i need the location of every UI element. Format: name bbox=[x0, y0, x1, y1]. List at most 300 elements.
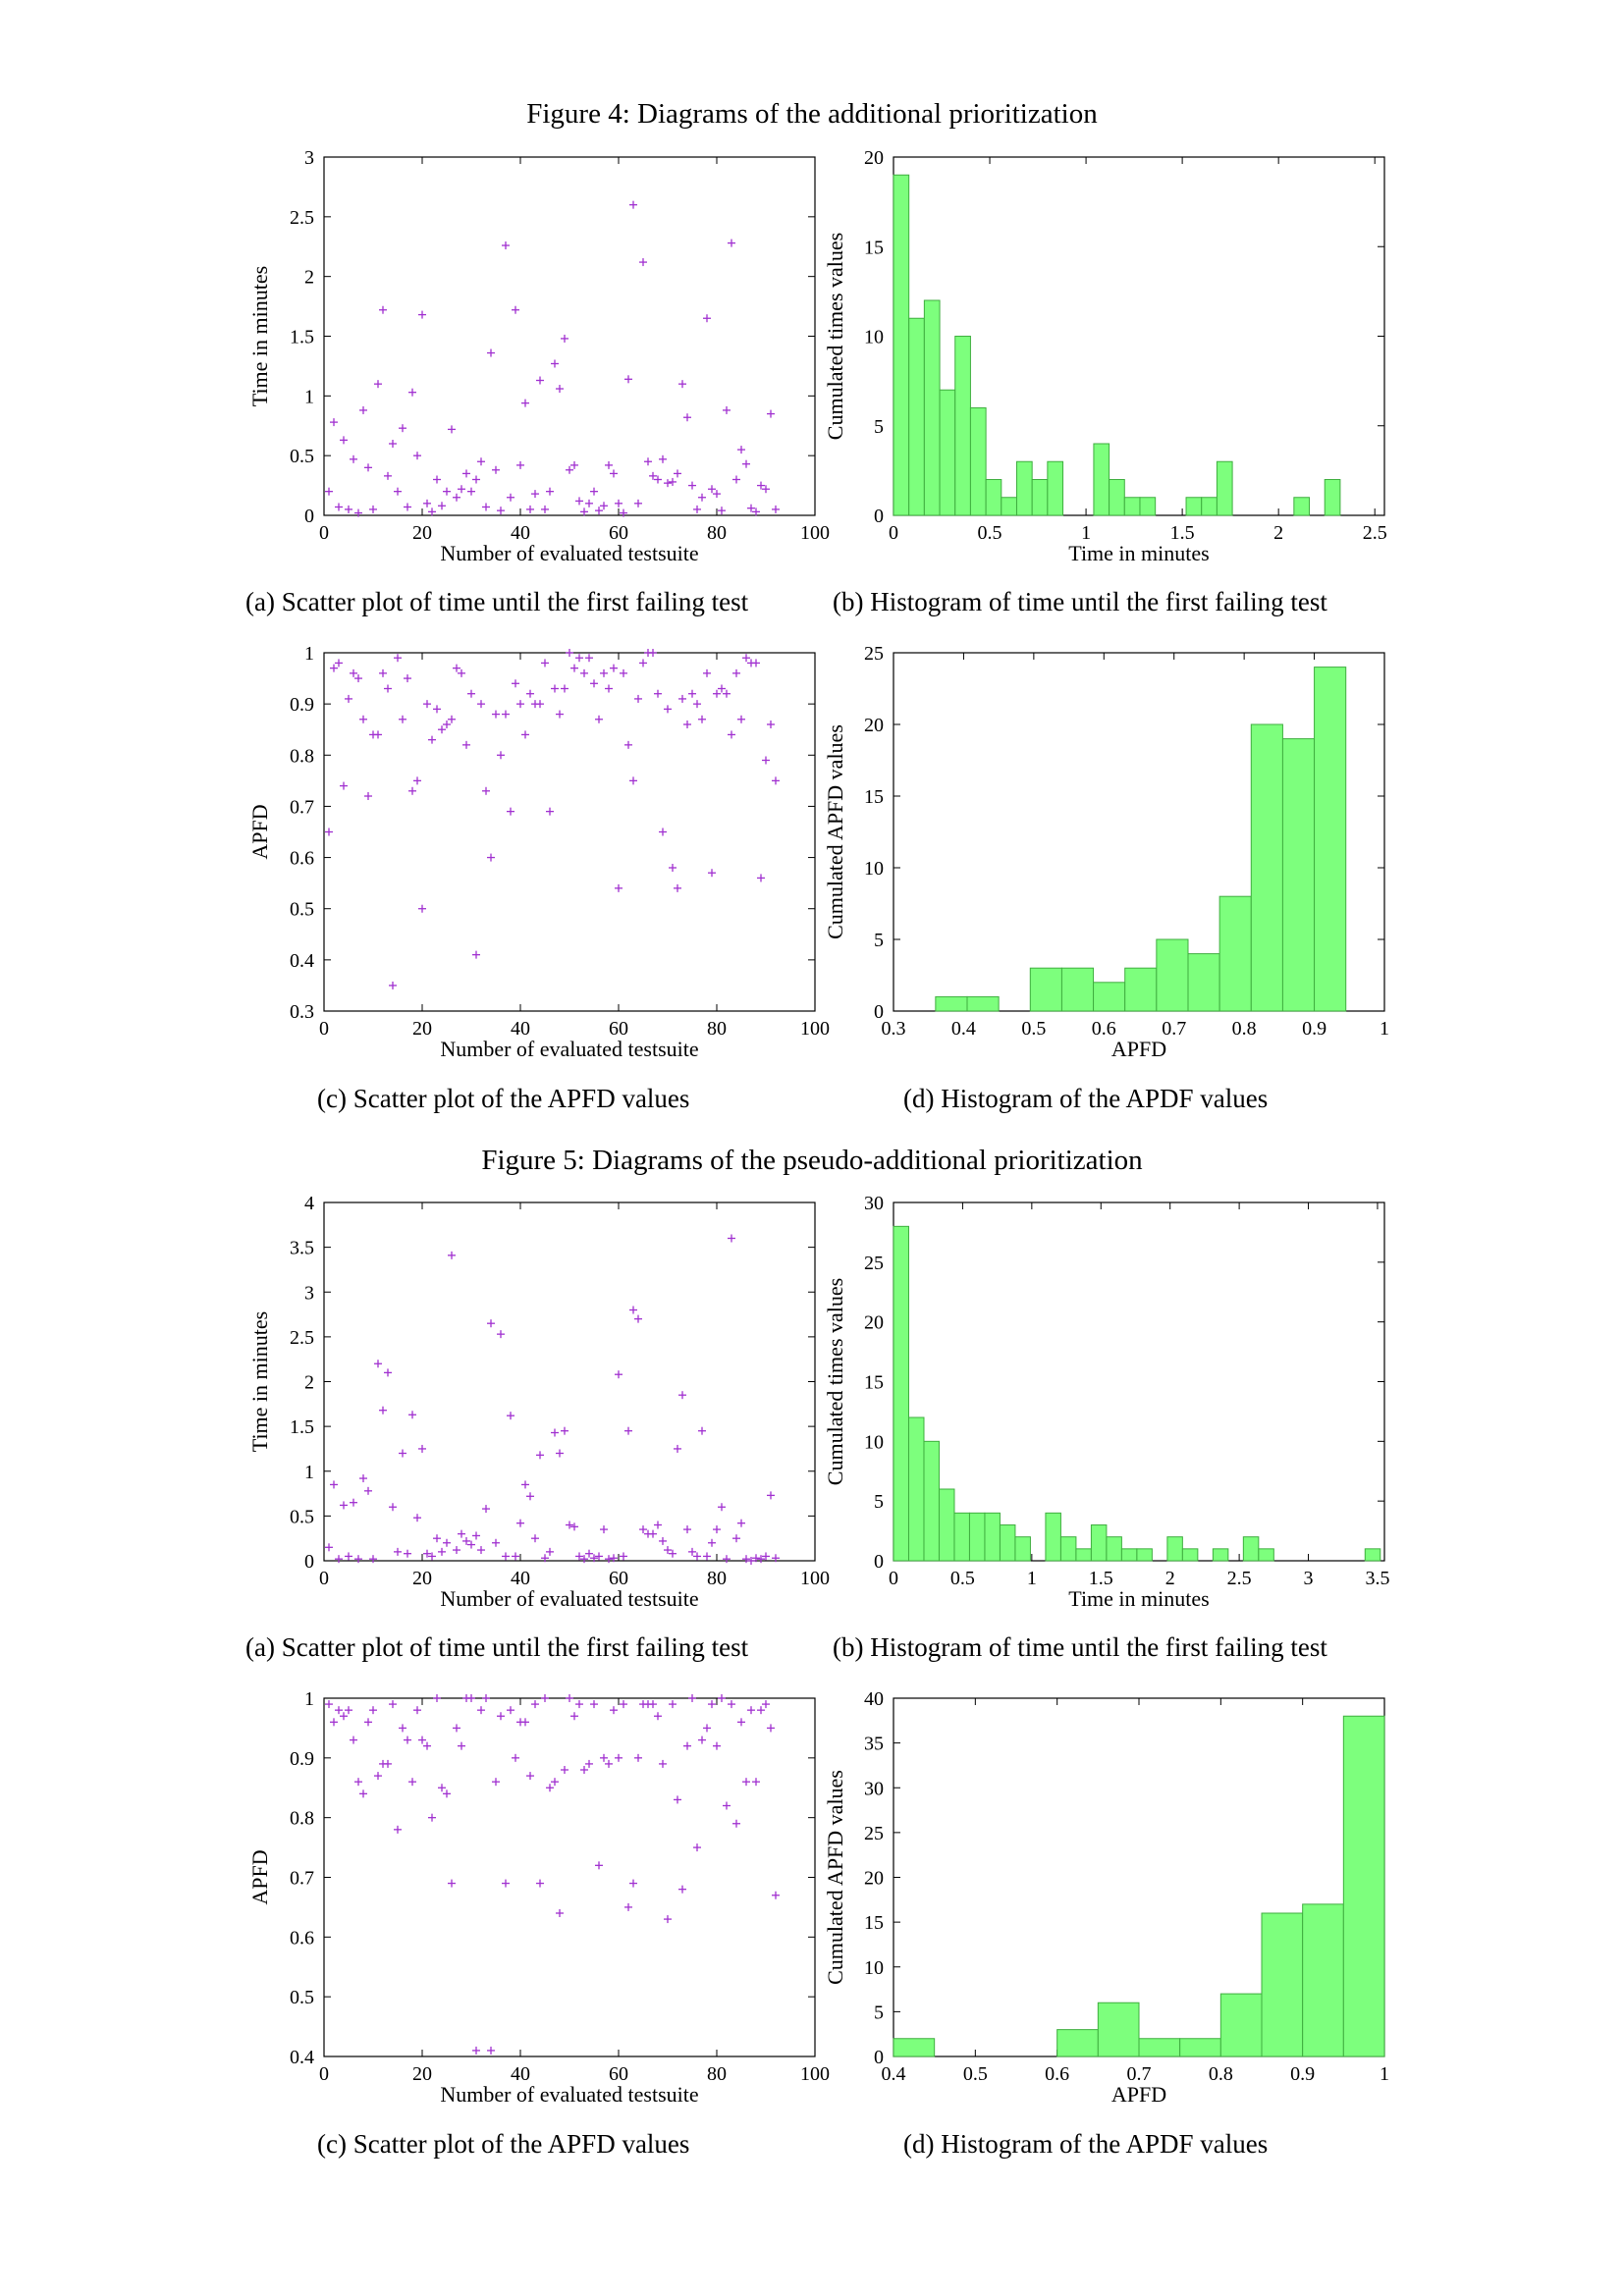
scatter-point bbox=[521, 400, 529, 407]
fig4-hist-time bbox=[815, 147, 1404, 579]
scatter-point bbox=[374, 1772, 382, 1780]
scatter-point bbox=[408, 1411, 416, 1418]
y-tick-label: 0 bbox=[874, 1001, 884, 1023]
x-tick-label: 0.5 bbox=[949, 1568, 975, 1589]
scatter-point bbox=[659, 455, 667, 463]
y-tick-label: 0.5 bbox=[290, 446, 314, 468]
scatter-point bbox=[428, 507, 436, 515]
x-tick-label: 60 bbox=[609, 1018, 628, 1040]
fig5-caption-b: (b) Histogram of time until the first failing test bbox=[833, 1632, 1327, 1662]
scatter-point bbox=[728, 1700, 735, 1708]
scatter-point bbox=[546, 1784, 554, 1791]
fig5-scatter-time bbox=[236, 1193, 830, 1625]
scatter-point bbox=[374, 380, 382, 388]
scatter-point bbox=[502, 241, 510, 249]
y-tick-label: 0 bbox=[304, 1551, 314, 1573]
scatter-point bbox=[354, 674, 362, 682]
y-tick-label: 0.9 bbox=[290, 694, 314, 717]
y-tick-label: 15 bbox=[864, 1912, 884, 1935]
scatter-point bbox=[659, 828, 667, 836]
x-tick-label: 3.5 bbox=[1365, 1568, 1390, 1589]
scatter-point bbox=[600, 669, 608, 677]
scatter-point bbox=[384, 1368, 392, 1376]
scatter-point bbox=[718, 1694, 726, 1702]
fig4-scatter-time bbox=[236, 147, 830, 579]
scatter-point bbox=[580, 669, 588, 677]
scatter-point bbox=[335, 659, 343, 667]
scatter-point bbox=[585, 654, 593, 662]
scatter-point bbox=[629, 201, 637, 209]
histogram-bar bbox=[909, 318, 925, 515]
scatter-point bbox=[634, 500, 642, 507]
scatter-point bbox=[698, 1736, 706, 1744]
scatter-point bbox=[713, 690, 721, 698]
y-axis-label: Time in minutes bbox=[247, 265, 272, 407]
histogram-bar bbox=[1098, 2002, 1139, 2056]
y-tick-label: 30 bbox=[864, 1778, 884, 1800]
x-tick-label: 20 bbox=[412, 1018, 432, 1040]
histogram-bar bbox=[893, 175, 909, 515]
scatter-point bbox=[467, 1694, 475, 1702]
x-tick-label: 20 bbox=[412, 2063, 432, 2085]
y-tick-label: 5 bbox=[874, 415, 884, 438]
y-tick-label: 2 bbox=[304, 1371, 314, 1394]
histogram-bar bbox=[1091, 1525, 1106, 1562]
x-tick-label: 0.5 bbox=[962, 2063, 988, 2085]
y-tick-label: 0.5 bbox=[290, 1506, 314, 1528]
scatter-point bbox=[526, 690, 534, 698]
scatter-point bbox=[497, 1330, 505, 1338]
scatter-point bbox=[644, 457, 652, 465]
scatter-point bbox=[418, 1445, 426, 1453]
scatter-point bbox=[502, 1880, 510, 1888]
histogram-bar bbox=[1121, 1549, 1136, 1561]
y-tick-label: 5 bbox=[874, 1491, 884, 1514]
scatter-point bbox=[629, 1307, 637, 1314]
scatter-point bbox=[369, 1555, 377, 1563]
scatter-point bbox=[477, 457, 485, 465]
scatter-point bbox=[590, 679, 598, 687]
x-tick-label: 0.9 bbox=[1302, 1018, 1327, 1040]
scatter-point bbox=[354, 1778, 362, 1786]
scatter-point bbox=[448, 1252, 456, 1259]
scatter-point bbox=[664, 705, 672, 713]
scatter-point bbox=[507, 1412, 514, 1419]
x-tick-label: 100 bbox=[800, 1018, 830, 1040]
histogram-bar bbox=[1060, 1537, 1075, 1561]
figure-4-title: Figure 4: Diagrams of the additional prioritization bbox=[526, 98, 1098, 130]
scatter-point bbox=[536, 1451, 544, 1459]
scatter-point bbox=[408, 389, 416, 397]
y-tick-label: 0.3 bbox=[290, 1001, 314, 1023]
y-tick-label: 15 bbox=[864, 237, 884, 259]
scatter-point bbox=[453, 1546, 460, 1554]
scatter-point bbox=[526, 1772, 534, 1780]
scatter-point bbox=[472, 1531, 480, 1539]
scatter-point bbox=[772, 506, 780, 513]
scatter-point bbox=[350, 669, 357, 677]
x-tick-label: 100 bbox=[800, 1568, 830, 1589]
scatter-point bbox=[737, 446, 745, 454]
y-tick-label: 35 bbox=[864, 1733, 884, 1755]
scatter-point bbox=[595, 1552, 603, 1560]
scatter-point bbox=[541, 1694, 549, 1702]
fig4-caption-a: (a) Scatter plot of time until the first failing test bbox=[245, 587, 749, 616]
scatter-point bbox=[458, 1530, 465, 1538]
histogram-bar bbox=[1139, 2039, 1180, 2056]
y-tick-label: 0.7 bbox=[290, 796, 314, 819]
histogram-bar bbox=[893, 1226, 908, 1561]
y-tick-label: 20 bbox=[864, 1311, 884, 1334]
scatter-point bbox=[507, 808, 514, 816]
scatter-point bbox=[350, 455, 357, 463]
histogram-bar bbox=[954, 1513, 969, 1561]
x-axis-label: Time in minutes bbox=[1068, 1586, 1210, 1611]
histogram-bar bbox=[1094, 444, 1110, 515]
scatter-point bbox=[418, 1736, 426, 1744]
y-tick-label: 1 bbox=[304, 1688, 314, 1710]
histogram-bar bbox=[1048, 461, 1063, 515]
histogram-bar bbox=[1180, 2039, 1221, 2056]
y-tick-label: 15 bbox=[864, 786, 884, 808]
scatter-point bbox=[703, 669, 711, 677]
scatter-point bbox=[664, 1915, 672, 1923]
scatter-point bbox=[693, 1552, 701, 1560]
scatter-point bbox=[590, 1700, 598, 1708]
y-tick-label: 1.5 bbox=[290, 326, 314, 348]
scatter-point bbox=[340, 436, 348, 444]
scatter-point bbox=[413, 452, 421, 459]
scatter-point bbox=[688, 1694, 696, 1702]
y-tick-label: 20 bbox=[864, 1867, 884, 1890]
scatter-point bbox=[374, 1360, 382, 1367]
histogram-bar bbox=[1259, 1549, 1273, 1561]
scatter-point bbox=[580, 507, 588, 515]
scatter-point bbox=[624, 375, 632, 383]
x-axis-label: Number of evaluated testsuite bbox=[440, 541, 699, 565]
x-tick-label: 0 bbox=[319, 2063, 329, 2085]
x-tick-label: 0.3 bbox=[881, 1018, 906, 1040]
scatter-point bbox=[747, 505, 755, 512]
scatter-point bbox=[487, 1319, 495, 1327]
scatter-point bbox=[556, 711, 564, 719]
scatter-point bbox=[384, 1760, 392, 1768]
y-tick-label: 0.8 bbox=[290, 1807, 314, 1830]
histogram-bar bbox=[1282, 739, 1314, 1011]
scatter-point bbox=[757, 482, 765, 490]
scatter-point bbox=[634, 1754, 642, 1762]
scatter-point bbox=[472, 476, 480, 484]
scatter-point bbox=[742, 1555, 750, 1563]
scatter-point bbox=[664, 479, 672, 487]
scatter-point bbox=[713, 1525, 721, 1533]
scatter-point bbox=[615, 500, 623, 507]
histogram-bar bbox=[1262, 1913, 1303, 2056]
scatter-point bbox=[507, 494, 514, 502]
scatter-point bbox=[531, 1534, 539, 1542]
y-tick-label: 40 bbox=[864, 1688, 884, 1710]
x-tick-label: 0.7 bbox=[1126, 2063, 1152, 2085]
scatter-point bbox=[703, 314, 711, 322]
scatter-point bbox=[350, 1736, 357, 1744]
y-tick-label: 1.5 bbox=[290, 1416, 314, 1439]
scatter-point bbox=[723, 690, 731, 698]
scatter-point bbox=[433, 476, 441, 484]
scatter-point bbox=[551, 359, 559, 367]
y-tick-label: 25 bbox=[864, 1252, 884, 1274]
histogram-bar bbox=[1032, 480, 1048, 516]
scatter-point bbox=[683, 1742, 691, 1750]
x-tick-label: 80 bbox=[707, 1568, 727, 1589]
scatter-point bbox=[394, 1548, 402, 1556]
y-tick-label: 0 bbox=[874, 506, 884, 527]
scatter-point bbox=[502, 1552, 510, 1560]
y-tick-label: 10 bbox=[864, 326, 884, 348]
scatter-point bbox=[462, 741, 470, 749]
scatter-point bbox=[728, 1235, 735, 1243]
fig5-scatter-apfd bbox=[236, 1688, 830, 2120]
scatter-point bbox=[620, 1700, 627, 1708]
scatter-point bbox=[698, 494, 706, 502]
scatter-point bbox=[399, 1450, 406, 1458]
x-tick-label: 2.5 bbox=[1226, 1568, 1252, 1589]
scatter-point bbox=[399, 716, 406, 723]
scatter-point bbox=[570, 461, 578, 469]
scatter-point bbox=[556, 385, 564, 393]
scatter-point bbox=[438, 1548, 446, 1556]
scatter-point bbox=[678, 1391, 686, 1399]
y-tick-label: 25 bbox=[864, 643, 884, 665]
scatter-point bbox=[659, 1537, 667, 1545]
histogram-bar bbox=[940, 390, 955, 515]
x-tick-label: 0.8 bbox=[1208, 2063, 1233, 2085]
x-tick-label: 1 bbox=[1380, 2063, 1389, 2085]
y-tick-label: 0.9 bbox=[290, 1747, 314, 1770]
scatter-point bbox=[664, 1546, 672, 1554]
scatter-point bbox=[615, 1754, 623, 1762]
histogram-bar bbox=[924, 300, 940, 515]
y-tick-label: 0.6 bbox=[290, 1927, 314, 1949]
y-tick-label: 0.6 bbox=[290, 847, 314, 870]
scatter-point bbox=[678, 1886, 686, 1894]
scatter-point bbox=[610, 1706, 618, 1714]
fig4-caption-b: (b) Histogram of time until the first failing test bbox=[833, 587, 1327, 616]
scatter-point bbox=[561, 685, 568, 693]
scatter-point bbox=[595, 716, 603, 723]
scatter-point bbox=[566, 649, 573, 657]
figure-5-title: Figure 5: Diagrams of the pseudo-additional prioritization bbox=[481, 1145, 1143, 1176]
scatter-point bbox=[742, 1778, 750, 1786]
scatter-point bbox=[654, 690, 662, 698]
x-tick-label: 60 bbox=[609, 522, 628, 544]
histogram-bar bbox=[1125, 968, 1157, 1011]
x-tick-label: 0.8 bbox=[1231, 1018, 1257, 1040]
scatter-point bbox=[605, 1760, 613, 1768]
scatter-point bbox=[585, 1760, 593, 1768]
y-axis-label: Time in minutes bbox=[247, 1310, 272, 1453]
scatter-point bbox=[698, 1427, 706, 1435]
scatter-point bbox=[708, 869, 716, 877]
y-tick-label: 0.5 bbox=[290, 1987, 314, 2009]
scatter-point bbox=[521, 730, 529, 738]
scatter-point bbox=[404, 1736, 411, 1744]
scatter-point bbox=[482, 1505, 490, 1513]
scatter-point bbox=[497, 507, 505, 514]
y-tick-label: 3.5 bbox=[290, 1237, 314, 1259]
scatter-point bbox=[487, 349, 495, 357]
scatter-point bbox=[453, 1724, 460, 1732]
scatter-point bbox=[683, 413, 691, 421]
scatter-point bbox=[512, 1552, 519, 1560]
scatter-point bbox=[585, 1550, 593, 1558]
scatter-point bbox=[443, 721, 451, 728]
fig5-hist-time bbox=[815, 1193, 1404, 1625]
scatter-point bbox=[384, 472, 392, 480]
scatter-point bbox=[610, 665, 618, 672]
y-axis-label: APFD bbox=[247, 1849, 272, 1905]
scatter-point bbox=[634, 1315, 642, 1323]
scatter-point bbox=[404, 503, 411, 510]
scatter-point bbox=[433, 1694, 441, 1702]
scatter-point bbox=[708, 1700, 716, 1708]
scatter-point bbox=[394, 488, 402, 496]
scatter-point bbox=[438, 502, 446, 509]
scatter-point bbox=[767, 721, 775, 728]
y-tick-label: 10 bbox=[864, 858, 884, 880]
x-tick-label: 2 bbox=[1164, 1568, 1175, 1589]
scatter-point bbox=[678, 380, 686, 388]
scatter-point bbox=[669, 1550, 677, 1558]
scatter-point bbox=[521, 1718, 529, 1726]
scatter-point bbox=[335, 1706, 343, 1714]
scatter-point bbox=[492, 466, 500, 474]
scatter-point bbox=[570, 1712, 578, 1720]
x-tick-label: 0.5 bbox=[977, 522, 1002, 544]
histogram-bar bbox=[1001, 498, 1017, 515]
histogram-bar bbox=[985, 1513, 1000, 1561]
scatter-point bbox=[624, 1903, 632, 1911]
x-tick-label: 0 bbox=[889, 1568, 898, 1589]
scatter-point bbox=[418, 905, 426, 913]
plot-frame bbox=[324, 1202, 815, 1561]
scatter-point bbox=[674, 469, 681, 477]
scatter-point bbox=[752, 507, 760, 515]
scatter-point bbox=[669, 1700, 677, 1708]
scatter-point bbox=[600, 502, 608, 509]
x-tick-label: 2 bbox=[1273, 522, 1284, 544]
scatter-point bbox=[399, 424, 406, 432]
x-tick-label: 20 bbox=[412, 522, 432, 544]
x-tick-label: 60 bbox=[609, 2063, 628, 2085]
scatter-point bbox=[516, 461, 524, 469]
y-tick-label: 1 bbox=[304, 386, 314, 408]
scatter-point bbox=[737, 1718, 745, 1726]
scatter-point bbox=[605, 461, 613, 469]
scatter-point bbox=[674, 1795, 681, 1803]
scatter-point bbox=[772, 776, 780, 784]
scatter-point bbox=[732, 669, 740, 677]
scatter-point bbox=[629, 776, 637, 784]
scatter-point bbox=[438, 725, 446, 733]
scatter-point bbox=[575, 497, 583, 505]
y-tick-label: 5 bbox=[874, 2002, 884, 2024]
scatter-point bbox=[389, 982, 397, 989]
x-tick-label: 0.6 bbox=[1091, 1018, 1116, 1040]
scatter-point bbox=[467, 488, 475, 496]
fig4-caption-d: (d) Histogram of the APDF values bbox=[903, 1084, 1269, 1113]
histogram-bar bbox=[893, 2039, 935, 2056]
x-tick-label: 80 bbox=[707, 2063, 727, 2085]
scatter-point bbox=[742, 460, 750, 468]
plot-frame bbox=[324, 157, 815, 515]
scatter-point bbox=[325, 488, 333, 496]
scatter-point bbox=[718, 1503, 726, 1511]
y-tick-label: 0.7 bbox=[290, 1867, 314, 1890]
histogram-bar bbox=[1294, 498, 1310, 515]
scatter-point bbox=[423, 700, 431, 708]
plot-frame bbox=[324, 653, 815, 1011]
scatter-point bbox=[772, 1892, 780, 1899]
scatter-point bbox=[732, 476, 740, 484]
x-axis-label: APFD bbox=[1110, 1037, 1167, 1061]
histogram-bar bbox=[1343, 1716, 1384, 2056]
scatter-point bbox=[605, 1555, 613, 1563]
scatter-point bbox=[600, 1754, 608, 1762]
scatter-point bbox=[570, 665, 578, 672]
scatter-point bbox=[404, 674, 411, 682]
scatter-point bbox=[467, 1541, 475, 1549]
histogram-bar bbox=[986, 480, 1001, 516]
scatter-point bbox=[330, 1718, 338, 1726]
x-axis-label: APFD bbox=[1110, 2082, 1167, 2107]
y-axis-label: Cumulated APFD values bbox=[823, 1770, 847, 1985]
x-tick-label: 0.7 bbox=[1162, 1018, 1187, 1040]
scatter-point bbox=[379, 306, 387, 314]
scatter-point bbox=[654, 476, 662, 484]
scatter-point bbox=[467, 690, 475, 698]
scatter-point bbox=[359, 1474, 367, 1482]
scatter-point bbox=[595, 1861, 603, 1869]
histogram-bar bbox=[1365, 1549, 1380, 1561]
y-tick-label: 20 bbox=[864, 715, 884, 736]
scatter-point bbox=[708, 485, 716, 493]
scatter-point bbox=[443, 488, 451, 496]
scatter-point bbox=[728, 730, 735, 738]
scatter-point bbox=[364, 1487, 372, 1495]
scatter-point bbox=[723, 406, 731, 414]
x-tick-label: 40 bbox=[511, 1568, 530, 1589]
scatter-point bbox=[512, 306, 519, 314]
scatter-point bbox=[472, 951, 480, 959]
histogram-bar bbox=[955, 337, 971, 516]
scatter-point bbox=[413, 776, 421, 784]
y-tick-label: 3 bbox=[304, 147, 314, 169]
fig4-caption-c: (c) Scatter plot of the APFD values bbox=[317, 1084, 690, 1113]
scatter-point bbox=[546, 488, 554, 496]
x-tick-label: 40 bbox=[511, 2063, 530, 2085]
y-tick-label: 30 bbox=[864, 1193, 884, 1214]
scatter-point bbox=[340, 1501, 348, 1509]
y-tick-label: 2.5 bbox=[290, 206, 314, 229]
scatter-point bbox=[737, 1520, 745, 1527]
scatter-point bbox=[448, 1880, 456, 1888]
scatter-point bbox=[453, 665, 460, 672]
scatter-point bbox=[487, 2047, 495, 2055]
scatter-point bbox=[541, 506, 549, 513]
histogram-bar bbox=[908, 1417, 923, 1561]
scatter-point bbox=[394, 1826, 402, 1834]
scatter-point bbox=[762, 1700, 770, 1708]
